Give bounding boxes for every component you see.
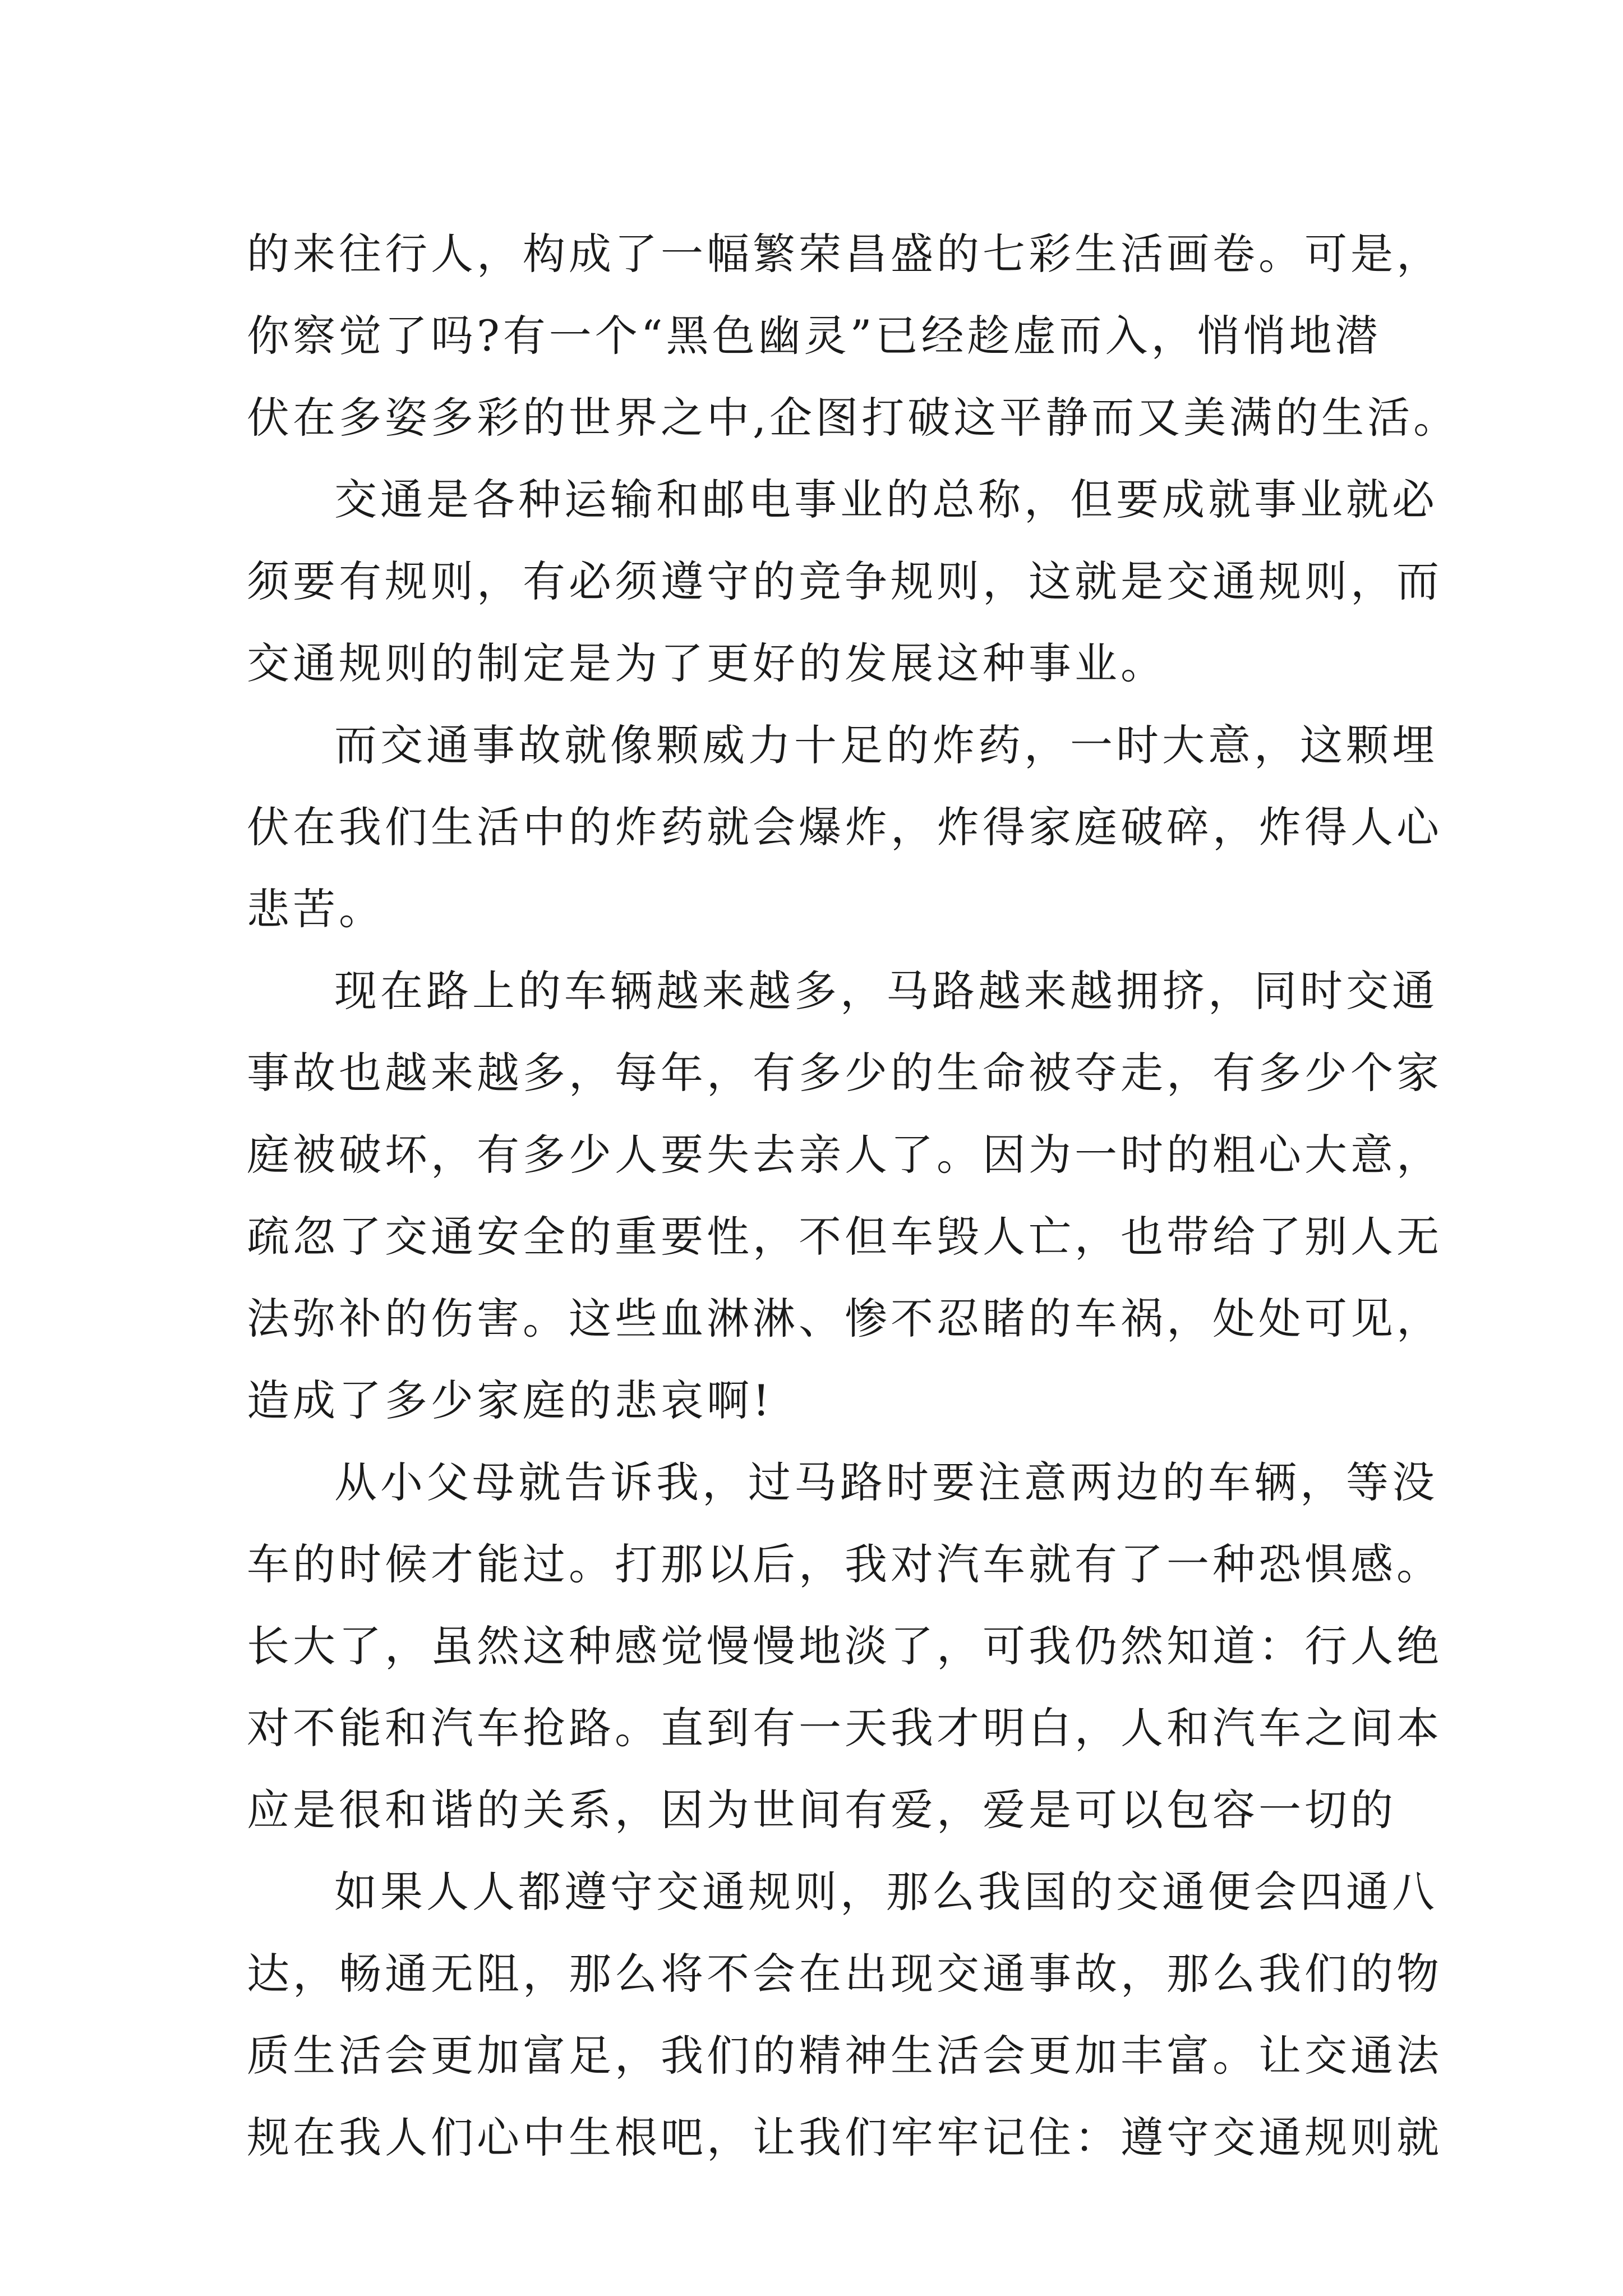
text-line: 对不能和汽车抢路。直到有一天我才明白，人和汽车之间本 <box>247 1703 1442 1753</box>
text-line: 的来往行人，构成了一幅繁荣昌盛的七彩生活画卷。可是， <box>247 229 1442 279</box>
text-line: 应是很和谐的关系，因为世间有爱，爱是可以包容一切的 <box>247 1785 1396 1835</box>
text-line: 法弥补的伤害。这些血淋淋、惨不忍睹的车祸，处处可见， <box>247 1294 1442 1343</box>
paragraph-start-line: 从小父母就告诉我，过马路时要注意两边的车辆，等没 <box>334 1457 1438 1507</box>
text-line: 事故也越来越多，每年，有多少的生命被夺走，有多少个家 <box>247 1048 1442 1098</box>
text-line: 悲苦。 <box>247 884 385 934</box>
text-line: 庭被破坏，有多少人要失去亲人了。因为一时的粗心大意， <box>247 1130 1442 1180</box>
paragraph-start-line: 而交通事故就像颗威力十足的炸药，一时大意，这颗埋 <box>334 720 1438 770</box>
paragraph-start-line: 如果人人都遵守交通规则，那么我国的交通便会四通八 <box>334 1867 1438 1917</box>
text-line: 你察觉了吗?有一个“黑色幽灵”已经趁虚而入，悄悄地潜 <box>247 311 1381 361</box>
paragraph-start-line: 交通是各种运输和邮电事业的总称，但要成就事业就必 <box>334 475 1438 524</box>
text-line: 质生活会更加富足，我们的精神生活会更加丰富。让交通法 <box>247 2031 1442 2081</box>
text-line: 规在我人们心中生根吧，让我们牢牢记住：遵守交通规则就 <box>247 2113 1442 2162</box>
text-line: 造成了多少家庭的悲哀啊! <box>247 1375 773 1425</box>
text-line: 须要有规则，有必须遵守的竞争规则，这就是交通规则，而 <box>247 556 1442 606</box>
text-line: 疏忽了交通安全的重要性，不但车毁人亡，也带给了别人无 <box>247 1212 1442 1262</box>
text-line: 车的时候才能过。打那以后，我对汽车就有了一种恐惧感。 <box>247 1539 1442 1589</box>
text-line: 伏在多姿多彩的世界之中,企图打破这平静而又美满的生活。 <box>247 393 1460 443</box>
document-body <box>247 213 1460 2179</box>
paragraph-start-line: 现在路上的车辆越来越多，马路越来越拥挤，同时交通 <box>334 966 1438 1016</box>
text-line: 伏在我们生活中的炸药就会爆炸，炸得家庭破碎，炸得人心 <box>247 802 1442 852</box>
text-line: 长大了，虽然这种感觉慢慢地淡了，可我仍然知道：行人绝 <box>247 1621 1442 1671</box>
text-line: 交通规则的制定是为了更好的发展这种事业。 <box>247 638 1166 688</box>
text-line: 达，畅通无阻，那么将不会在出现交通事故，那么我们的物 <box>247 1949 1442 1999</box>
